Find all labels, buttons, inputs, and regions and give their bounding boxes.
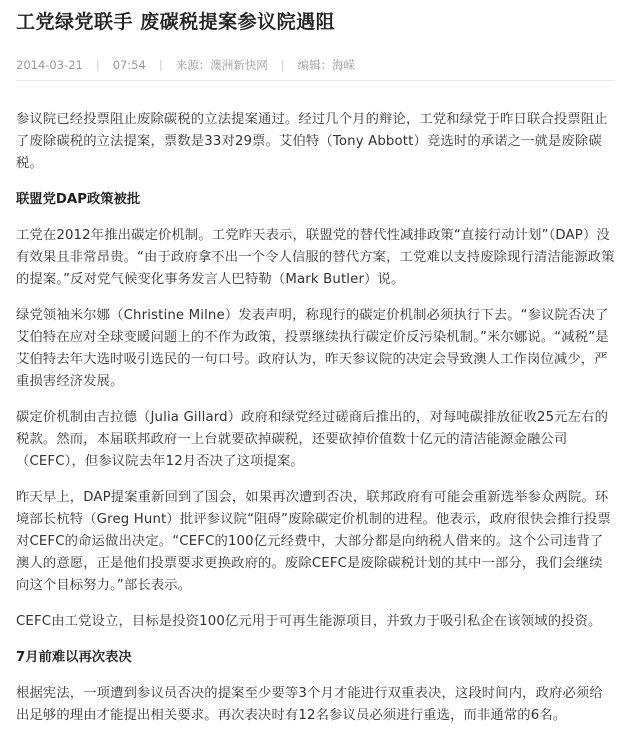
article-meta: [16, 52, 615, 81]
paragraph: 绿党领袖米尔娜（Christine Milne）发表声明，称现行的碳定价机制必须执行下去。“参议院否决了艾伯特在应对全球变暖问题上的不作为政策，投票继续执行碳定价反污染机制。”米尔娜说。“减税”是艾伯特去年大选时吸引选民的一句口号。政府认为，昨天参议院的决定会导致澳人工作岗位减少，严重损害经济发展。: [16, 308, 609, 389]
meta-divider: |: [280, 58, 285, 72]
paragraph: 碳定价机制由吉拉德（Julia Gillard）政府和绿党经过磋商后推出的，对每吨碳排放征收25元左右的税款。然而，本届联邦政府一上台就要砍掉碳税，还要砍掉价值数十亿元的清洁能源金融公司（CEFC），但参议院去年12月否决了这项提案。: [16, 410, 609, 469]
paragraph: 昨天早上，DAP提案重新回到了国会，如果再次遭到否决，联邦政府有可能会重新选举参众两院。环境部长杭特（Greg Hunt）批评参议院“阻碍”废除碳定价机制的进程。他表示，政府很快会推行投票对CEFC的命运做出决定。“CEFC的100亿元经费中，大部分都是向纳税人借来的。这个公司违背了澳人的意愿，正是他们投票要求更换政府的。废除CEFC是废除碳税计划的其中一部分，我们会继续向这个目标努力。”部长表示。: [16, 490, 611, 593]
paragraph: 参议院已经投票阻止废除碳税的立法提案通过。经过几个月的辩论，工党和绿党于昨日联合投票阻止了废除碳税的立法提案，票数是33对29票。艾伯特（Tony Abbott）竞选时的承诺之一就是废除碳税。: [16, 112, 608, 171]
editor-label: 编辑：: [297, 58, 333, 72]
paragraph: 工党在2012年推出碳定价机制。工党昨天表示，联盟党的替代性减排政策“直接行动计划”（DAP）没有效果且非常昂贵。“由于政府拿不出一个令人信服的替代方案，工党难以支持废除现行清洁能源政策的提案。”反对党气候变化事务发言人巴特勒（Mark Butler）说。: [16, 228, 615, 287]
section-heading: 7月前难以再次表决: [16, 650, 132, 665]
editor-name: 海嵘: [332, 58, 356, 72]
paragraph: CEFC由工党设立，目标是投资100亿元用于可再生能源项目，并致力于吸引私企在该领域的投资。: [16, 614, 602, 629]
paragraph: 根据宪法，一项遭到参议员否决的提案至少要等3个月才能进行双重表决，这段时间内，政府必须给出足够的理由才能提出相关要求。再次表决时有12名参议员必须进行重选，而非通常的6名。: [16, 686, 603, 723]
section-heading: 联盟党DAP政策被批: [16, 192, 141, 207]
article-title: 工党绿党联手 废碳税提案参议院遇阻: [16, 11, 336, 33]
source-link[interactable]: 澳洲新快网: [210, 58, 268, 72]
publish-time: 07:54: [112, 58, 146, 72]
source-label: 来源：: [175, 58, 211, 72]
meta-divider: |: [158, 58, 163, 72]
meta-divider: |: [95, 58, 100, 72]
publish-date: 2014-03-21: [16, 58, 83, 72]
article-body: [16, 109, 615, 727]
